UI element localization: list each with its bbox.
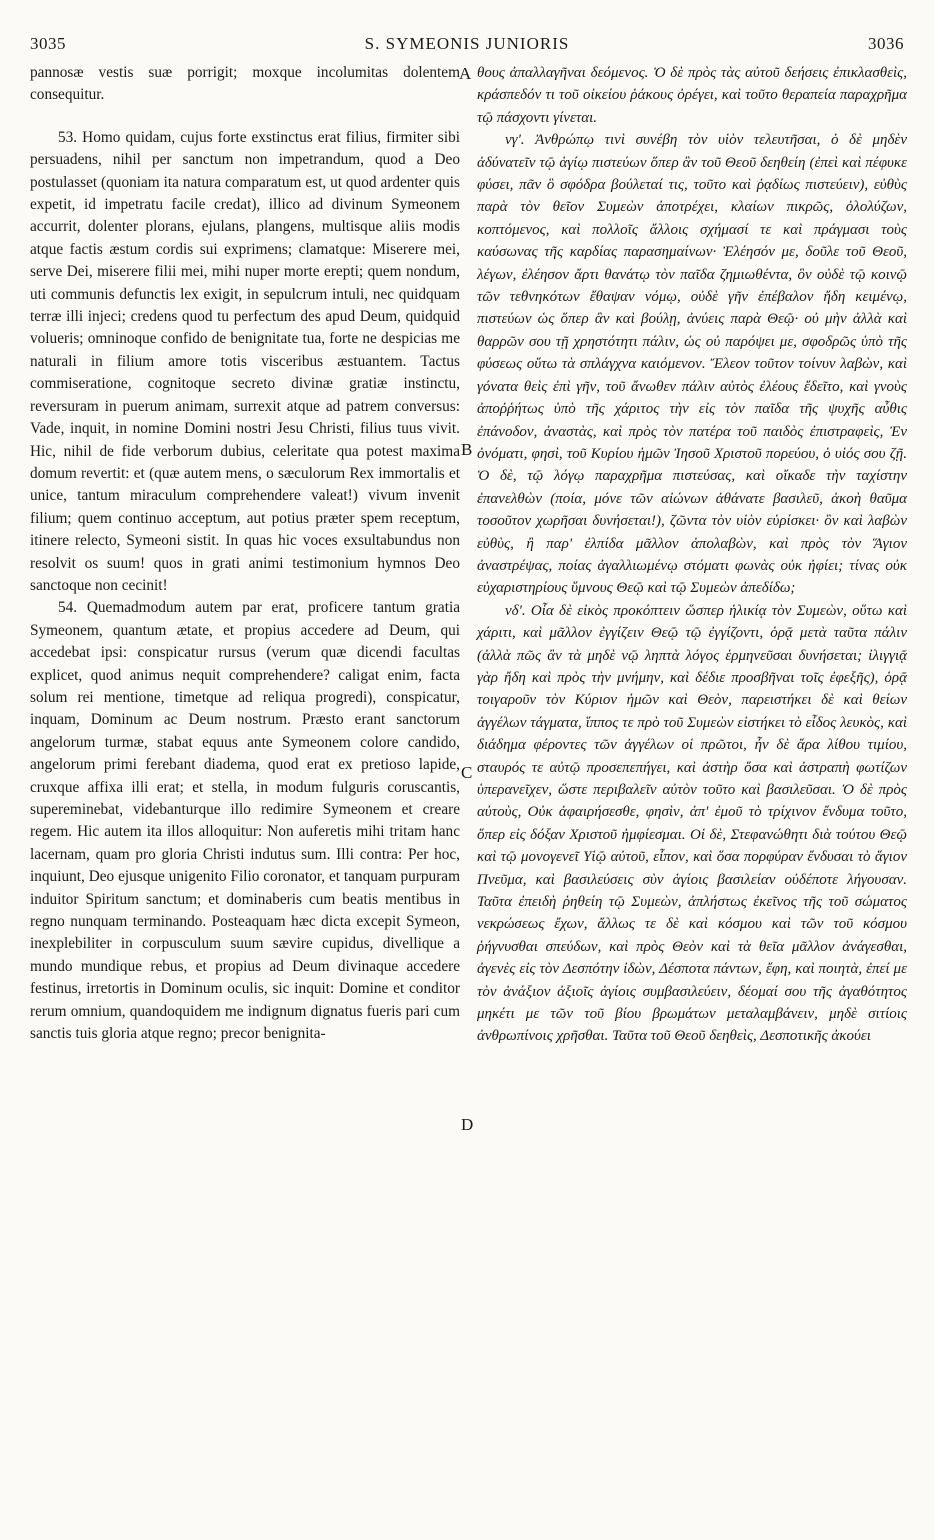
greek-paragraph-54: νδ'. Οἷα δὲ εἰκὸς προκόπτειν ὥσπερ ἡλικίᾳ τὸν Συμεὼν, οὕτω καὶ χάριτι, καὶ μᾶλλον ἐγγίζειν Θεῷ τῷ ἐγγίζοντι, ὁρᾷ μετὰ ταῦτα πάλιν (ἀλλὰ πῶς ἂν τὰ μηδὲ νῷ ληπτὰ λόγος ἑρμηνεῦσαι δυνήσεται; ἰλιγγιᾷ γὰρ ἤδη καὶ πρὸς τὴν μνήμην, καὶ δέδιε προσβῆναι τοῖς ἐφεξῆς), ὁρᾷ τοιγαροῦν τὸν Κύριον ἡμῶν καὶ Θεὸν, παρειστήκει δὲ καὶ θείων ἀγγέλων τάγματα, ἵππος τε πρὸ τοῦ Συμεὼν εἱστήκει τὸ εἶδος λευκὸς, καὶ διάδημα φέροντες τῶν ἀγγέλων οἱ πρῶτοι, ἦν δὲ ἄρα λίθου τιμίου, σταυρός τε αὐτῷ προσεπεπήγει, καὶ ἀστὴρ ὅσα καὶ ἀστραπὴ φωτίζων ὑπερανεῖχεν, ὥστε περιβαλεῖν αὐτὸν τοῦτο καὶ βασιλεῦσαι. Ὁ δὲ πρὸς αὐτοὺς, Οὐκ ἀφαιρήσεσθε, φησὶν, ἀπ' ἐμοῦ τὸ τρίχινον ἔνδυμα τοῦτο, ὅπερ εἰς δόξαν Χριστοῦ ἠμφίεσμαι. Οἱ δὲ, Στεφανώθητι διὰ τούτου Θεῷ καὶ τῷ μονογενεῖ Υἱῷ αὐτοῦ, εἶπον, καὶ ὅσα πορφύραν ἔνδυσαι τὸ ἅγιον Πνεῦμα, καὶ βασιλεύσεις σὺν ἁγίοις βασιλείαν οὐδέποτε λήγουσαν. Ταῦτα ἐπειδὴ ῥηθείη τῷ Συμεὼν, ἀπλήστως ἐκεῖνος τῆς τοῦ σώματος νεκρώσεως ἔχων, ἄλλως τε δὲ καὶ κόσμου καὶ τῶν τοῦ κόσμου ῥήγνυσθαι σπεύδων, καὶ πρὸς Θεὸν καὶ τὰ θεῖα μᾶλλον ἀνάγεσθαι, ἀγενὲς εἰς τὸν Δεσπότην ἰδὼν, Δέσποτα πάντων, ἔφη, καὶ ποιητὰ, ἐπεί με τὸν ἀνάξιον ἀξιοῖς ἁγίοις συμβασιλεύειν, δέομαί σου τῆς ἀγαθότητος μηκέτι με τῶν τοῦ βίου βρωμάτων μεταλαμβάνειν, μηδὲ σιτίοις ἀνθρωπίνοις χρῆσθαι. Ταῦτα τοῦ Θεοῦ δεηθεὶς, Δεσποτικῆς ἀκούει: [477, 602, 907, 1045]
page-number-left: 3035: [30, 34, 66, 53]
section-marker-a: A: [459, 64, 472, 83]
section-marker-d: D: [461, 1115, 474, 1134]
section-marker-b: B: [461, 440, 473, 459]
running-header: [30, 34, 904, 60]
greek-paragraph-53: νγ'. Ἀνθρώπῳ τινὶ συνέβη τὸν υἱὸν τελευτῆσαι, ὁ δὲ μηδὲν ἀδύνατεῖν τῷ ἁγίῳ πιστεύων ὅπερ ἂν τοῦ Θεοῦ δεηθείη (ἐπεὶ καὶ πέφυκε φύσει, πᾶν ὃ σφόδρα βούλεταί τις, τοῦτο καὶ ῥᾳδίως πιστεύειν), εὐθὺς παρὰ τὸν θεῖον Συμεὼν ἀποτρέχει, κλαίων πικρῶς, ὀλολύζων, κοπτόμενος, καὶ πολλοῖς ἄλλοις σχήμασί τε καὶ πράγμασι τοὺς καύσωνας τῆς καρδίας παρασημαίνων· Ἐλέησόν με, δοῦλε τοῦ Θεοῦ, λέγων, ἐλέησον ἄρτι θανάτῳ τὸν παῖδα ζημιωθέντα, ὃν οὐδὲ τῷ κοινῷ τῶν τεθνηκότων ἔθαψαν νόμῳ, οὐδὲ γῆν ἐπέβαλον ἤδη κειμένῳ, πιστεύων ὡς ὅπερ ἂν καὶ βούλῃ, ἀνύεις παρὰ Θεῷ· οὐ μὴν ἀλλὰ καὶ θαρρῶν σου τῇ χρηστότητι πάλιν, ὡς οὐ παρόψει με, σφοδρῶς ὑπὸ τῆς φύσεως οὕτω τὰ σπλάγχνα καιόμενον. Ἔλεον τοῦτον τοίνυν λαβὼν, καὶ γόνατα θεὶς ἐπὶ γῆν, τοῦ ἄνωθεν πάλιν αὐτὸς ἐλέους ἔδεῖτο, καὶ γνοὺς ἀποῤῥήτως ὑπὸ τῆς χάριτος τὴν εἰς τὸν παῖδα τῆς ψυχῆς αὖθις ἐπάνοδον, ἀναστὰς, καὶ πρὸς τὸν πατέρα τοῦ παιδὸς ἐπιστραφεὶς, Ἐν ὀνόματι, φησὶ, τοῦ Κυρίου ἡμῶν Ἰησοῦ Χριστοῦ πορεύου, ὁ υἱός σου ζῇ. Ὁ δὲ, τῷ λόγῳ παραχρῆμα πιστεύσας, καὶ οἴκαδε τὴν ταχίστην ἐπανελθὼν (ποία, μόνε τῶν αἰώνων ἀθάνατε βασιλεῦ, ἀκοὴ θαῦμα τοσοῦτον χωρῆσαι δυνήσεται!), ζῶντα τὸν υἱὸν εὑρίσκει· ὃν καὶ λαβὼν εὐθὺς, ἢ παρ' ἐλπίδα μᾶλλον ἀπολαβὼν, καὶ πρὸς τὸν Ἅγιον ἀναστρέψας, ποίας ἀγαλλιωμένῳ στόματι φωνὰς οὐκ ἠφίει; τίνας οὐκ εὐχαριστηρίους ὕμνους Θεῷ καὶ τῷ Συμεὼν ἀπεδίδω;: [477, 132, 907, 597]
greek-paragraph-52-end: θους ἀπαλλαγῆναι δεόμενος. Ὁ δὲ πρὸς τὰς αὐτοῦ δεήσεις ἐπικλασθεὶς, κράσπεδόν τι τοῦ οἰκείου ῥάκους ὀρέγει, καὶ τοῦτο θεραπεία παραχρῆμα τῷ πάσχοντι γίνεται.: [477, 65, 907, 126]
latin-paragraph-53: 53. Homo quidam, cujus forte exstinctus erat filius, firmiter sibi persuadens, nihil per sanctum non impetrandum, quod a Deo postulasset (quoniam ita natura comparatum est, ut quod ardenter quis expetit, id impetratu facile credat), illico ad divinum Symeonem accurrit, dolenter plorans, ejulans, plangens, multisque aliis modis atque factis æstum cordis sui exprimens; clamatque: Miserere mei, serve Dei, miserere filii mei, mihi nuper morte erepti; quem nondum, uti communis defunctis lex exigit, in sepulcrum intuli, nec quidquam terræ illi injeci; credens quod tu perfectum des apud Deum, quidquid volueris; omninoque confido de benignitate tua, forte ne despicias me naturali in filium amore totis visceribus æstuantem. Tactus commiseratione, cognitoque secreto divinæ gratiæ instinctu, reversuram in puerum animam, surrexit atque ad patrem conversus: Vade, inquit, in nomine Domini nostri Jesu Christi, filius tuus vivit. Hic, nihil de fide verborum dubius, celeritate qua potest maxima domum revertit: et (quæ autem mens, o sæculorum Rex immortalis et unice, tantum miraculum comprehendere valeat!) vivum invenit filium; quem continuo acceptum, aut potius præter spem receptum, itinere relecto, Symeoni sistit. In quas hic voces exsultabundus non resolvit os suum! quos in grati animi testimonium hymnos Deo sanctoque non cecinit!: [30, 128, 460, 594]
paragraph-gap: [30, 107, 460, 127]
latin-paragraph-54: 54. Quemadmodum autem par erat, proficere tantum gratia Symeonem, quantum ætate, et propius accedere ad Deum, qui accedebat ipsi: conspicatur rursus (verum quæ dicendi facultas explicet, quod animus nequit comprehendere? caligat enim, facta solum rei mentione, timetque ad reliqua progredi), conspicatur, inquam, Dominum ac Deum nostrum. Præsto erant sanctorum angelorum turmæ, stabat equus ante Symeonem colore candido, angelorum primi ferebant diadema, quod erat ex pretioso lapide, cruxque affixa illi erat; et stella, in modum fulguris coruscantis, supereminebat, videbanturque illo redimire Symeonem et creare regem. Hic autem ita illos alloquitur: Non auferetis mihi tritam hanc lacernam, quam pro gloria Christi indutus sum. Illi contra: Per hoc, inquiunt, Deo ejusque unigenito Filio coronator, et tanquam purpuram induitor Spiritum sanctum; et dominaberis cum beatis mentibus in regno nunquam terminando. Posteaquam hæc dicta excepit Symeon, inexplebiliter in corpusculum suum sævire cupidus, divellique a mundo mundique rebus, et propius ad Deum divinaque accedere festinus, irretortis in Dominum oculis, sic inquit: Domine et conditor rerum omnium, quandoquidem me indignum dignatus fueris pari cum sanctis tuis gloria atque regno; precor benignita-: [30, 599, 460, 1043]
page-number-right: 3036: [868, 34, 904, 53]
latin-column: [30, 62, 460, 1045]
latin-paragraph-52-end: pannosæ vestis suæ porrigit; moxque incolumitas dolentem consequitur.: [30, 64, 460, 104]
page-title: S. SYMEONIS JUNIORIS: [364, 34, 570, 53]
greek-column: [477, 62, 907, 1048]
section-marker-c: C: [461, 763, 473, 782]
